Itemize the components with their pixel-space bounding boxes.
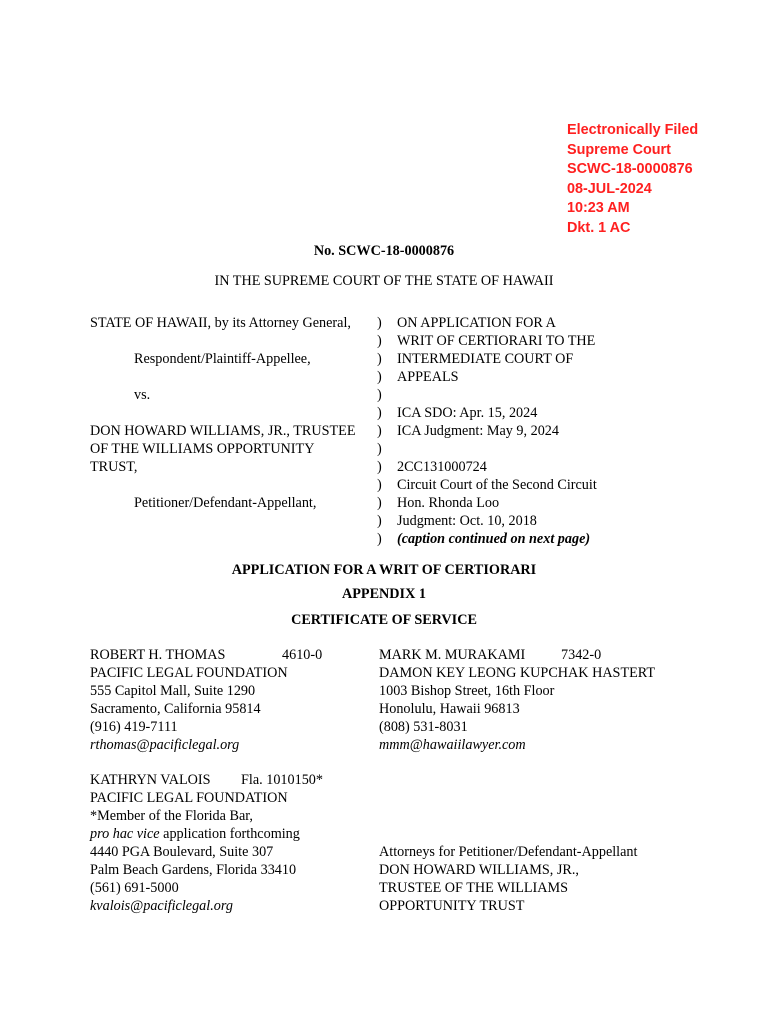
stamp-line: Supreme Court xyxy=(567,141,671,158)
firm-name: PACIFIC LEGAL FOUNDATION xyxy=(90,665,288,681)
attorney-block-murakami xyxy=(379,646,655,754)
bar-number: 7342-0 xyxy=(561,647,602,663)
attorney-name: KATHRYN VALOIS xyxy=(90,772,211,788)
address-line: Honolulu, Hawaii 96813 xyxy=(379,701,520,717)
caption-line xyxy=(90,404,380,422)
phone: (561) 691-5000 xyxy=(90,880,179,896)
caption-line: APPEALS xyxy=(397,369,459,385)
appendix-heading: APPENDIX 1 xyxy=(342,586,426,602)
representation-line: OPPORTUNITY TRUST xyxy=(379,898,525,914)
caption-line: DON HOWARD WILLIAMS, JR., TRUSTEE xyxy=(90,423,356,439)
application-note: application forthcoming xyxy=(159,826,300,842)
attorney-block-thomas xyxy=(90,646,323,754)
stamp-line: Dkt. 1 AC xyxy=(567,219,631,236)
caption-line: STATE OF HAWAII, by its Attorney General, xyxy=(90,315,351,331)
caption-line: Respondent/Plaintiff-Appellee, xyxy=(134,351,311,367)
caption-line xyxy=(397,440,727,458)
caption-line: Circuit Court of the Second Circuit xyxy=(397,477,597,493)
attorney-block-valois xyxy=(90,771,323,915)
firm-name: DAMON KEY LEONG KUPCHAK HASTERT xyxy=(379,665,656,681)
firm-name: PACIFIC LEGAL FOUNDATION xyxy=(90,790,288,806)
caption-parentheses: ) ) ) ) ) ) ) ) ) ) ) ) ) xyxy=(377,315,382,547)
representation-line: Attorneys for Petitioner/Defendant-Appellant xyxy=(379,844,638,860)
caption-continued: (caption continued on next page) xyxy=(397,531,591,547)
phone: (808) 531-8031 xyxy=(379,719,468,735)
address-line: Palm Beach Gardens, Florida 33410 xyxy=(90,862,297,878)
representation-line: TRUSTEE OF THE WILLIAMS xyxy=(379,880,569,896)
attorney-name: ROBERT H. THOMAS xyxy=(90,647,226,663)
representation-block xyxy=(379,843,637,915)
stamp-line: 10:23 AM xyxy=(567,200,630,217)
caption-line: ICA SDO: Apr. 15, 2024 xyxy=(397,405,538,421)
caption-line: OF THE WILLIAMS OPPORTUNITY xyxy=(90,441,315,457)
court-name: IN THE SUPREME COURT OF THE STATE OF HAWAII xyxy=(214,273,554,289)
caption-line: WRIT OF CERTIORARI TO THE xyxy=(397,333,596,349)
caption-parties xyxy=(90,314,380,512)
address-line: Sacramento, California 95814 xyxy=(90,701,261,717)
caption-line: INTERMEDIATE COURT OF xyxy=(397,351,574,367)
address-line: 4440 PGA Boulevard, Suite 307 xyxy=(90,844,274,860)
caption-line: Hon. Rhonda Loo xyxy=(397,495,500,511)
attorney-name: MARK M. MURAKAMI xyxy=(379,647,526,663)
pro-hac-vice-text: pro hac vice xyxy=(90,826,160,842)
bar-number: Fla. 1010150* xyxy=(241,772,323,788)
stamp-line: Electronically Filed xyxy=(567,122,699,138)
caption-line: vs. xyxy=(134,387,151,403)
caption-line: TRUST, xyxy=(90,459,138,475)
caption-line xyxy=(90,332,380,350)
caption-procedural xyxy=(397,314,727,548)
bar-number: 4610-0 xyxy=(282,647,323,663)
email: kvalois@pacificlegal.org xyxy=(90,898,233,914)
caption-line: Judgment: Oct. 10, 2018 xyxy=(397,513,537,529)
caption-line: ICA Judgment: May 9, 2024 xyxy=(397,423,559,439)
stamp-line: 08-JUL-2024 xyxy=(567,180,652,197)
certificate-heading: CERTIFICATE OF SERVICE xyxy=(291,612,477,628)
caption-line xyxy=(90,476,380,494)
caption-line xyxy=(397,386,727,404)
phone: (916) 419-7111 xyxy=(90,719,178,735)
caption-line xyxy=(90,368,380,386)
email: mmm@hawaiilawyer.com xyxy=(379,737,526,753)
email: rthomas@pacificlegal.org xyxy=(90,737,240,753)
address-line: 1003 Bishop Street, 16th Floor xyxy=(379,683,555,699)
caption-line: 2CC131000724 xyxy=(397,459,487,475)
caption-line: ON APPLICATION FOR A xyxy=(397,315,556,331)
bar-membership-note: *Member of the Florida Bar, xyxy=(90,808,253,824)
address-line: 555 Capitol Mall, Suite 1290 xyxy=(90,683,256,699)
docket-number: No. SCWC-18-0000876 xyxy=(313,243,455,259)
document-title: APPLICATION FOR A WRIT OF CERTIORARI xyxy=(231,562,537,578)
representation-line: DON HOWARD WILLIAMS, JR., xyxy=(379,862,579,878)
filing-stamp xyxy=(567,121,698,239)
stamp-line: SCWC-18-0000876 xyxy=(567,161,693,178)
caption-line: Petitioner/Defendant-Appellant, xyxy=(134,495,317,511)
